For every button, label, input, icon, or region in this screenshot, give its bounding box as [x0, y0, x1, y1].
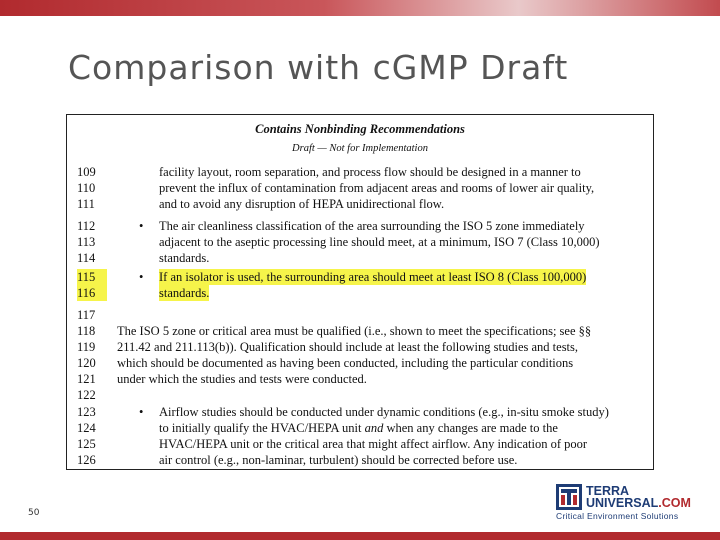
slide-title: Comparison with cGMP Draft [68, 48, 569, 87]
line-number: 111 [77, 197, 95, 211]
line-text: facility layout, room separation, and process flow should be designed in a manner to [159, 165, 581, 179]
document-line [67, 355, 653, 371]
line-number: 112 [77, 219, 96, 233]
line-number: 117 [77, 308, 96, 322]
bottom-accent-bar [0, 532, 720, 540]
logo-mark-icon [556, 484, 582, 510]
document-excerpt [66, 114, 654, 470]
logo-text-dotcom: .COM [658, 496, 691, 510]
line-number: 116 [77, 285, 107, 301]
line-text-emphasis: and [364, 421, 384, 435]
line-text: adjacent to the aseptic processing line should meet, at a minimum, ISO 7 (Class 10,000) [159, 235, 600, 249]
line-number: 119 [77, 340, 96, 354]
document-line [67, 250, 653, 266]
line-text: air control (e.g., non-laminar, turbulent) should be corrected before use. [159, 453, 518, 467]
document-line [67, 420, 653, 436]
line-number: 125 [77, 437, 96, 451]
line-text: prevent the influx of contamination from adjacent areas and rooms of lower air quality, [159, 181, 595, 195]
bullet: • [139, 405, 144, 419]
line-text: HVAC/HEPA unit or the critical area that might affect airflow. Any indication of poor [159, 437, 588, 451]
line-number: 120 [77, 356, 96, 370]
line-text: Airflow studies should be conducted under dynamic conditions (e.g., in-situ smoke study) [159, 405, 609, 419]
logo-text-universal-main: UNIVERSAL [586, 496, 659, 510]
line-number: 114 [77, 251, 96, 265]
line-number: 126 [77, 453, 96, 467]
line-number: 110 [77, 181, 96, 195]
document-line [67, 371, 653, 387]
document-line-highlighted [67, 269, 653, 285]
top-accent-bar [0, 0, 720, 16]
slide-page-number: 50 [28, 508, 40, 518]
line-text: The ISO 5 zone or critical area must be qualified (i.e., shown to meet the specifications; see §§ [117, 324, 592, 338]
line-number: 121 [77, 372, 96, 386]
line-text: standards. [159, 251, 210, 265]
document-line [67, 404, 653, 420]
line-text: standards. [159, 286, 210, 300]
line-number: 118 [77, 324, 96, 338]
document-line [67, 387, 653, 403]
logo-text-terra: TERRA [586, 484, 630, 498]
document-line [67, 234, 653, 250]
line-text: 211.42 and 211.113(b)). Qualification should include at least the following studies and tests, [117, 340, 579, 354]
logo-text-universal [586, 497, 691, 510]
terra-universal-logo [556, 484, 712, 522]
line-number: 113 [77, 235, 96, 249]
document-subheader: Draft — Not for Implementation [292, 143, 428, 154]
document-line [67, 164, 653, 180]
bullet: • [139, 219, 144, 233]
line-number: 124 [77, 421, 96, 435]
document-line [67, 436, 653, 452]
line-text-part: to initially qualify the HVAC/HEPA unit [159, 421, 365, 435]
line-text: under which the studies and tests were conducted. [117, 372, 367, 386]
document-line [67, 339, 653, 355]
line-text: The air cleanliness classification of the area surrounding the ISO 5 zone immediately [159, 219, 585, 233]
line-text [159, 420, 558, 436]
line-number: 123 [77, 405, 96, 419]
bullet: • [139, 270, 144, 284]
line-number: 115 [77, 269, 107, 285]
logo-tagline: Critical Environment Solutions [556, 511, 679, 521]
line-number: 109 [77, 165, 96, 179]
line-text: which should be documented as having been conducted, including the particular conditions [117, 356, 574, 370]
document-line [67, 307, 653, 323]
line-text: If an isolator is used, the surrounding area should meet at least ISO 8 (Class 100,000) [159, 270, 587, 284]
document-line [67, 180, 653, 196]
line-number: 122 [77, 388, 96, 402]
document-line [67, 218, 653, 234]
line-text-part: when any changes are made to the [383, 421, 558, 435]
document-line-highlighted [67, 285, 653, 301]
line-text: and to avoid any disruption of HEPA unidirectional flow. [159, 197, 445, 211]
document-line [67, 452, 653, 468]
document-line [67, 323, 653, 339]
document-line [67, 196, 653, 212]
document-header: Contains Nonbinding Recommendations [255, 122, 465, 136]
